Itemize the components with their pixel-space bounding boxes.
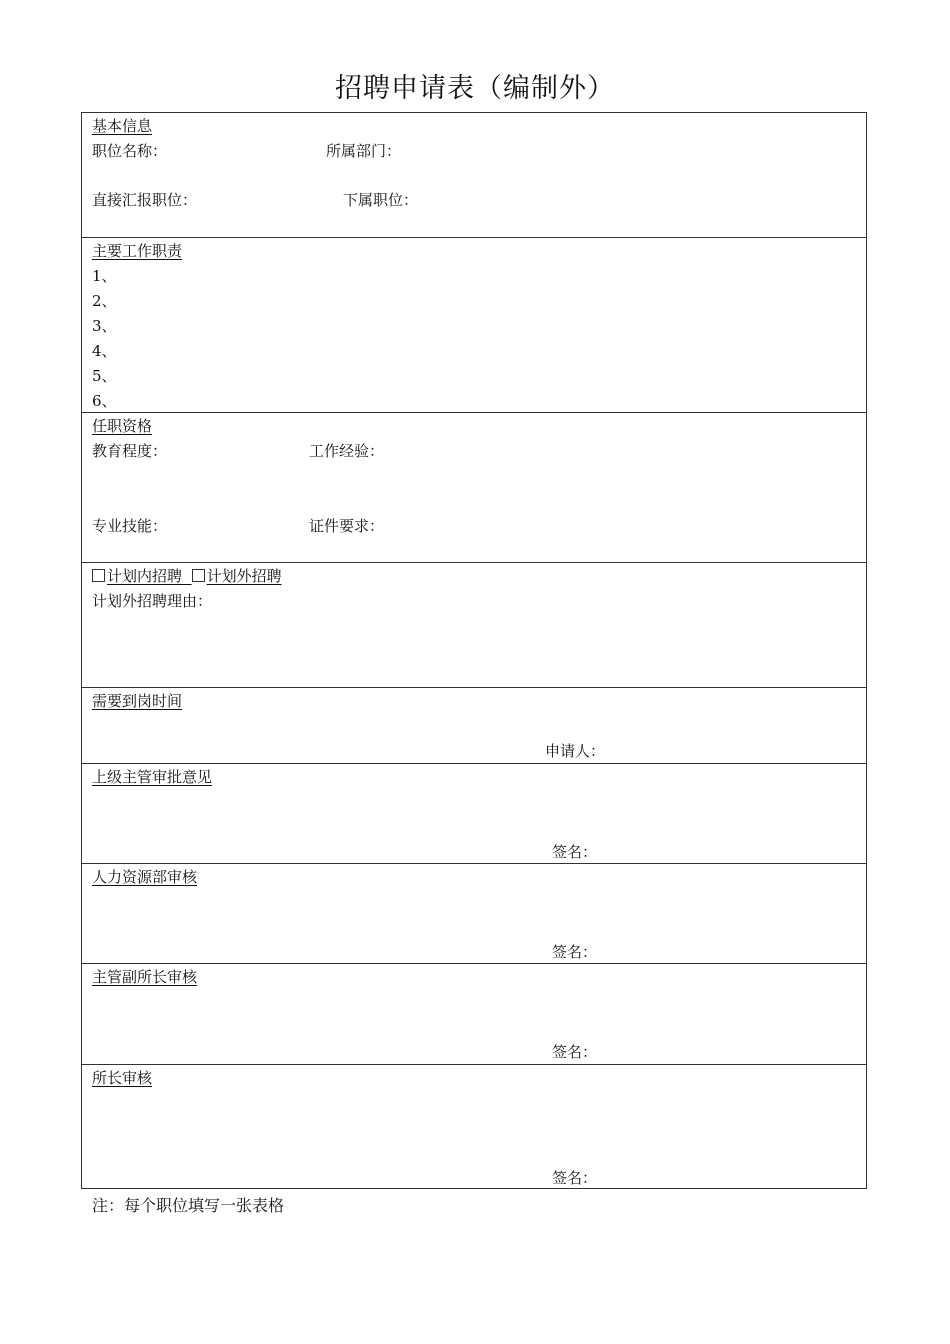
education-label[interactable]: 教育程度： <box>92 442 168 460</box>
subordinates-label[interactable]: 下属职位： <box>343 191 419 209</box>
director-heading: 所长审核 <box>92 1069 153 1087</box>
supervisor-section <box>82 764 866 864</box>
plan-options <box>92 567 282 585</box>
director-sign-label[interactable]: 签名： <box>552 1169 598 1187</box>
duty-item[interactable]: 1、 <box>92 267 117 285</box>
arrival-section <box>82 688 866 764</box>
qualifications-section <box>82 413 866 563</box>
applicant-label[interactable]: 申请人： <box>545 742 606 760</box>
hr-section <box>82 864 866 964</box>
duty-item[interactable]: 6、 <box>92 392 117 410</box>
report-to-label[interactable]: 直接汇报职位： <box>92 191 198 209</box>
out-plan-checkbox[interactable] <box>192 569 205 582</box>
recruitment-form <box>81 112 867 1189</box>
arrival-heading[interactable]: 需要到岗时间 <box>92 692 183 710</box>
duty-item[interactable]: 5、 <box>92 367 117 385</box>
position-name-label[interactable]: 职位名称： <box>92 142 168 160</box>
experience-label[interactable]: 工作经验： <box>309 442 385 460</box>
director-section <box>82 1065 866 1190</box>
certificates-label[interactable]: 证件要求： <box>309 517 385 535</box>
hr-heading: 人力资源部审核 <box>92 868 198 886</box>
footer-note: 注：每个职位填写一张表格 <box>92 1196 285 1215</box>
supervisor-sign-label[interactable]: 签名： <box>552 843 598 861</box>
basic-info-section <box>82 113 866 238</box>
out-plan-reason-label[interactable]: 计划外招聘理由： <box>92 592 213 610</box>
duty-item[interactable]: 4、 <box>92 342 117 360</box>
duty-item[interactable]: 3、 <box>92 317 117 335</box>
qualifications-heading: 任职资格 <box>92 417 153 435</box>
skills-label[interactable]: 专业技能： <box>92 517 168 535</box>
supervisor-heading: 上级主管审批意见 <box>92 768 213 786</box>
plan-section <box>82 563 866 688</box>
out-plan-label: 计划外招聘 <box>206 567 282 585</box>
vice-director-section <box>82 964 866 1065</box>
department-label[interactable]: 所属部门： <box>326 142 402 160</box>
basic-info-heading: 基本信息 <box>92 117 153 135</box>
vice-director-sign-label[interactable]: 签名： <box>552 1043 598 1061</box>
in-plan-label: 计划内招聘 <box>107 567 183 585</box>
form-title: 招聘申请表（编制外） <box>335 73 615 104</box>
hr-sign-label[interactable]: 签名： <box>552 943 598 961</box>
duties-section <box>82 238 866 413</box>
in-plan-checkbox[interactable] <box>92 569 105 582</box>
duty-item[interactable]: 2、 <box>92 292 117 310</box>
duties-heading: 主要工作职责 <box>92 242 183 260</box>
vice-director-heading: 主管副所长审核 <box>92 968 198 986</box>
